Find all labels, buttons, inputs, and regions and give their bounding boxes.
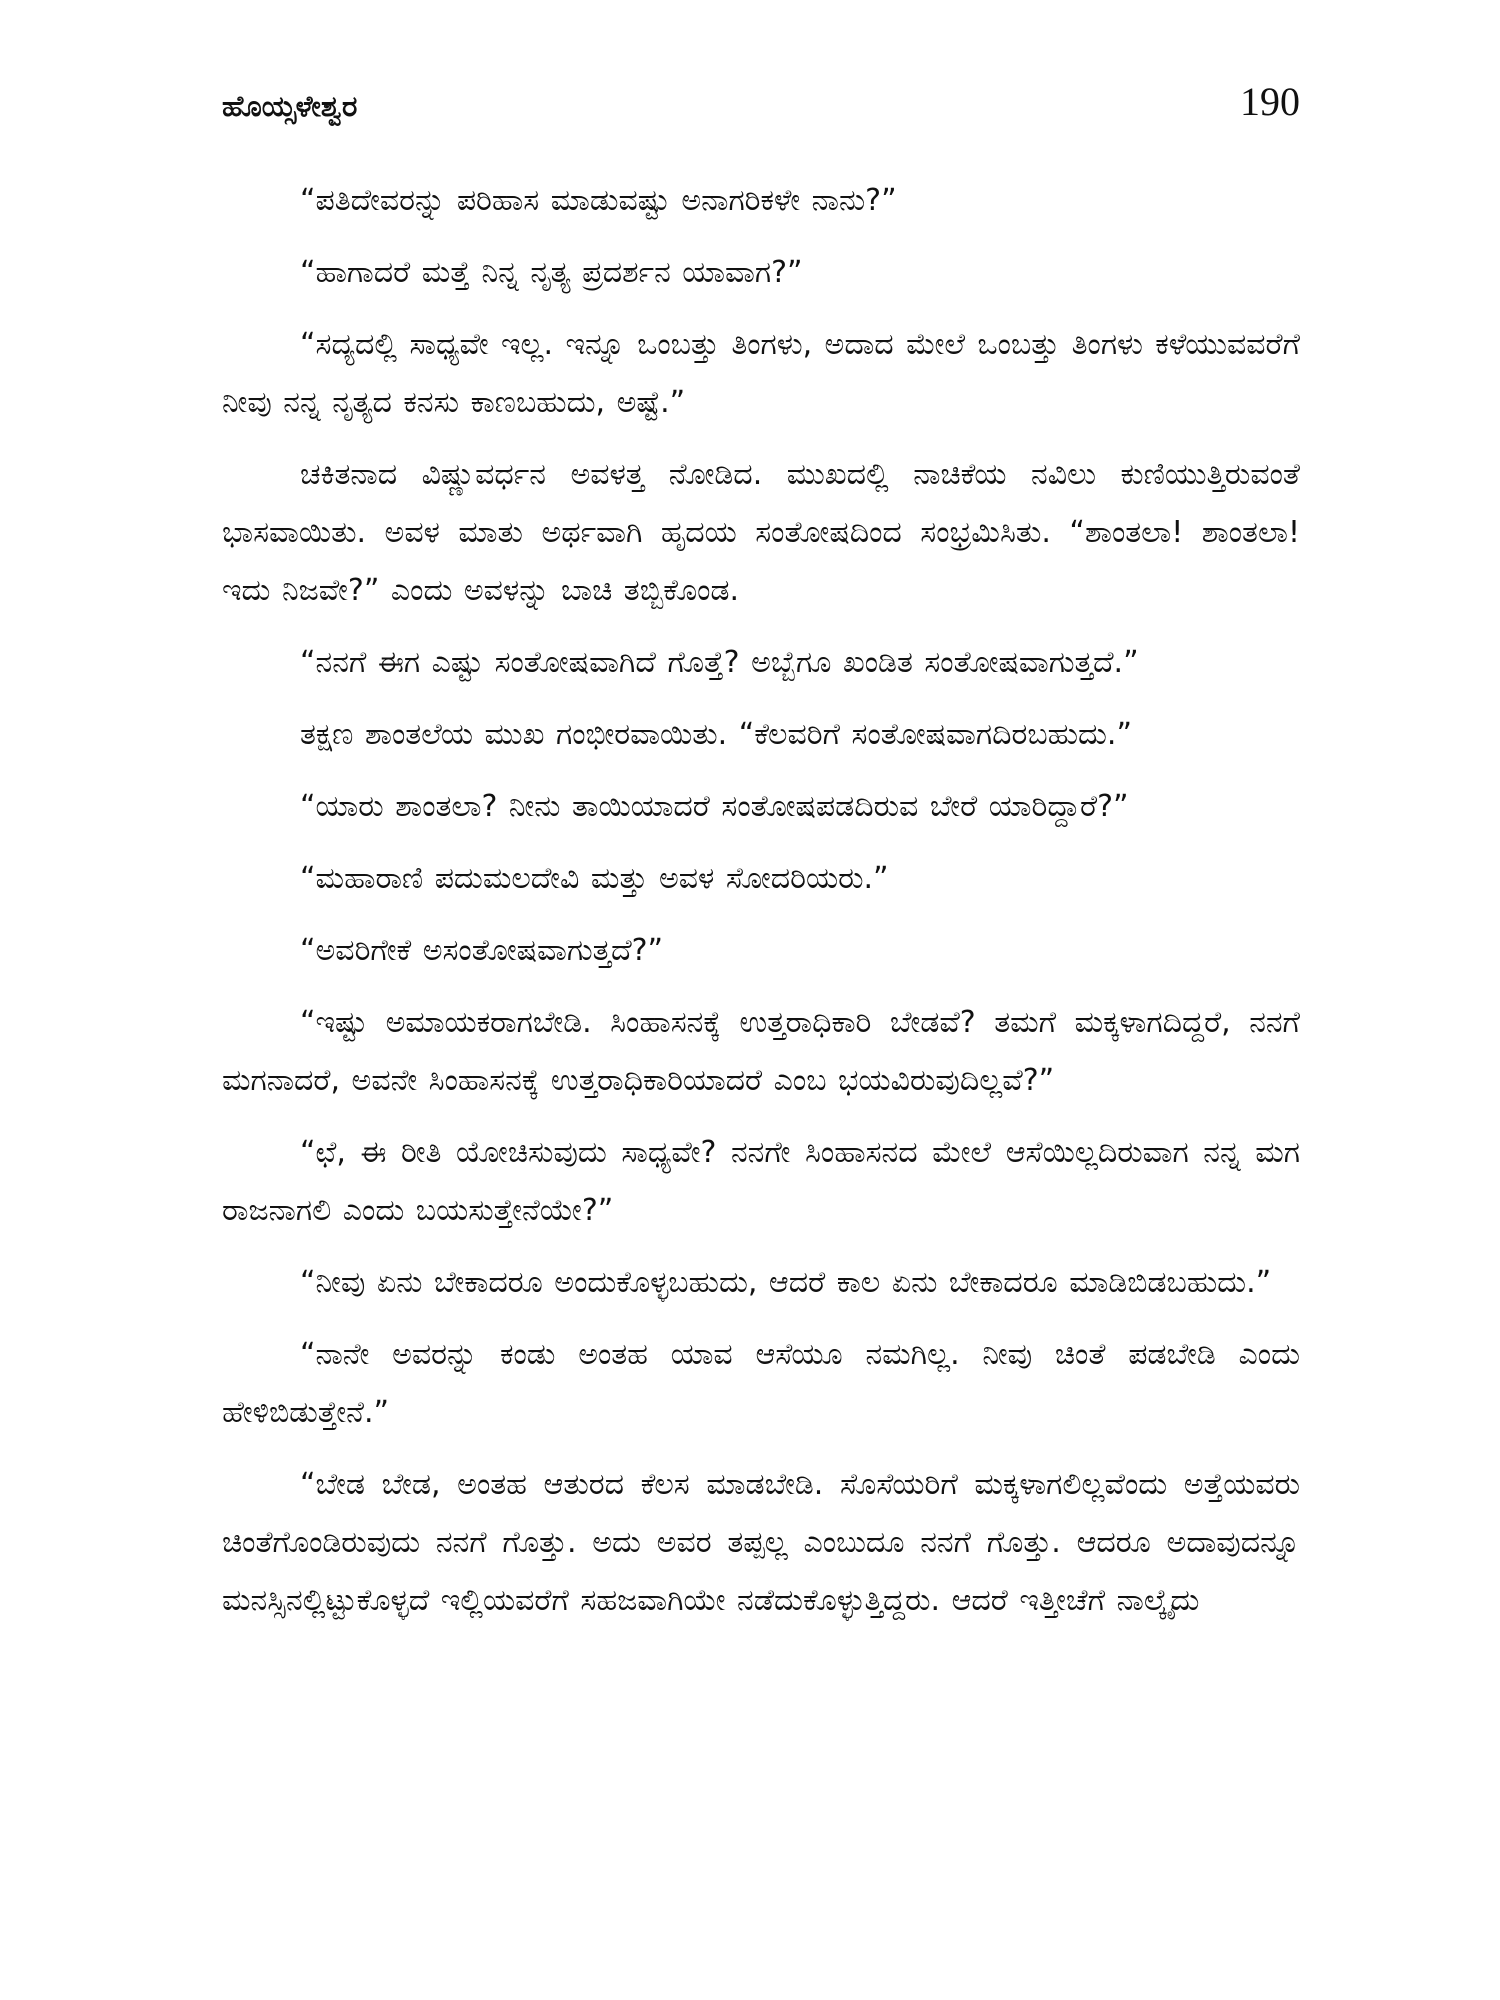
book-title: ಹೊಯ್ಸಳೇಶ್ವರ: [222, 89, 358, 123]
paragraph: “ಇಷ್ಟು ಅಮಾಯಕರಾಗಬೇಡಿ. ಸಿಂಹಾಸನಕ್ಕೆ ಉತ್ತರಾಧಿಕಾರಿ ಬೇಡವೆ? ತಮಗೆ ಮಕ್ಕಳಾಗದಿದ್ದರೆ, ನನಗೆ ಮಗನಾದರೆ, ಅವನೇ ಸಿಂಹಾಸನಕ್ಕೆ ಉತ್ತರಾಧಿಕಾರಿಯಾದರೆ ಎಂಬ ಭಯವಿರುವುದಿಲ್ಲವೆ?”: [222, 1005, 1300, 1098]
paragraph: ಚಕಿತನಾದ ವಿಷ್ಣುವರ್ಧನ ಅವಳತ್ತ ನೋಡಿದ. ಮುಖದಲ್ಲಿ ನಾಚಿಕೆಯ ನವಿಲು ಕುಣಿಯುತ್ತಿರುವಂತೆ ಭಾಸವಾಯಿತು. ಅವಳ ಮಾತು ಅರ್ಥವಾಗಿ ಹೃದಯ ಸಂತೋಷದಿಂದ ಸಂಭ್ರಮಿಸಿತು. “ಶಾಂತಲಾ! ಶಾಂತಲಾ! ಇದು ನಿಜವೇ?” ಎಂದು ಅವಳನ್ನು ಬಾಚಿ ತಬ್ಬಿಕೊಂಡ.: [222, 457, 1300, 608]
page-number: 190: [1240, 79, 1300, 124]
paragraph: ತಕ್ಷಣ ಶಾಂತಲೆಯ ಮುಖ ಗಂಭೀರವಾಯಿತು. “ಕೆಲವರಿಗೆ ಸಂತೋಷವಾಗದಿರಬಹುದು.”: [300, 717, 1133, 752]
paragraph: “ನಾನೇ ಅವರನ್ನು ಕಂಡು ಅಂತಹ ಯಾವ ಆಸೆಯೂ ನಮಗಿಲ್ಲ. ನೀವು ಚಿಂತೆ ಪಡಬೇಡಿ ಎಂದು ಹೇಳಿಬಿಡುತ್ತೇನೆ.”: [222, 1337, 1300, 1430]
paragraph: “ಪತಿದೇವರನ್ನು ಪರಿಹಾಸ ಮಾಡುವಷ್ಟು ಅನಾಗರಿಕಳೇ ನಾನು?”: [300, 183, 897, 218]
paragraph: “ಛೆ, ಈ ರೀತಿ ಯೋಚಿಸುವುದು ಸಾಧ್ಯವೇ? ನನಗೇ ಸಿಂಹಾಸನದ ಮೇಲೆ ಆಸೆಯಿಲ್ಲದಿರುವಾಗ ನನ್ನ ಮಗ ರಾಜನಾಗಲಿ ಎಂದು ಬಯಸುತ್ತೇನೆಯೇ?”: [222, 1135, 1300, 1228]
paragraph: “ಬೇಡ ಬೇಡ, ಅಂತಹ ಆತುರದ ಕೆಲಸ ಮಾಡಬೇಡಿ. ಸೊಸೆಯರಿಗೆ ಮಕ್ಕಳಾಗಲಿಲ್ಲವೆಂದು ಅತ್ತೆಯವರು ಚಿಂತೆಗೊಂಡಿರುವುದು ನನಗೆ ಗೊತ್ತು. ಅದು ಅವರ ತಪ್ಪಲ್ಲ ಎಂಬುದೂ ನನಗೆ ಗೊತ್ತು. ಆದರೂ ಅದಾವುದನ್ನೂ ಮನಸ್ಸಿನಲ್ಲಿಟ್ಟುಕೊಳ್ಳದೆ ಇಲ್ಲಿಯವರೆಗೆ ಸಹಜವಾಗಿಯೇ ನಡೆದುಕೊಳ್ಳುತ್ತಿದ್ದರು. ಆದರೆ ಇತ್ತೀಚೆಗೆ ನಾಲ್ಕೈದು: [222, 1467, 1300, 1618]
paragraph: “ಅವರಿಗೇಕೆ ಅಸಂತೋಷವಾಗುತ್ತದೆ?”: [300, 933, 664, 968]
paragraph: “ಯಾರು ಶಾಂತಲಾ? ನೀನು ತಾಯಿಯಾದರೆ ಸಂತೋಷಪಡದಿರುವ ಬೇರೆ ಯಾರಿದ್ದಾರೆ?”: [300, 789, 1129, 824]
running-header: [222, 78, 1300, 138]
paragraph: “ನೀವು ಏನು ಬೇಕಾದರೂ ಅಂದುಕೊಳ್ಳಬಹುದು, ಆದರೆ ಕಾಲ ಏನು ಬೇಕಾದರೂ ಮಾಡಿಬಿಡಬಹುದು.”: [300, 1265, 1272, 1300]
paragraph: “ನನಗೆ ಈಗ ಎಷ್ಟು ಸಂತೋಷವಾಗಿದೆ ಗೊತ್ತೆ? ಅಬ್ಬೆಗೂ ಖಂಡಿತ ಸಂತೋಷವಾಗುತ್ತದೆ.”: [300, 645, 1139, 680]
paragraph: “ಸದ್ಯದಲ್ಲಿ ಸಾಧ್ಯವೇ ಇಲ್ಲ. ಇನ್ನೂ ಒಂಬತ್ತು ತಿಂಗಳು, ಅದಾದ ಮೇಲೆ ಒಂಬತ್ತು ತಿಂಗಳು ಕಳೆಯುವವರೆಗೆ ನೀವು ನನ್ನ ನೃತ್ಯದ ಕನಸು ಕಾಣಬಹುದು, ಅಷ್ಟೆ.”: [222, 327, 1300, 420]
body-text: [222, 172, 1300, 1644]
paragraph: “ಮಹಾರಾಣಿ ಪದುಮಲದೇವಿ ಮತ್ತು ಅವಳ ಸೋದರಿಯರು.”: [300, 861, 889, 896]
paragraph: “ಹಾಗಾದರೆ ಮತ್ತೆ ನಿನ್ನ ನೃತ್ಯ ಪ್ರದರ್ಶನ ಯಾವಾಗ?”: [300, 255, 803, 290]
